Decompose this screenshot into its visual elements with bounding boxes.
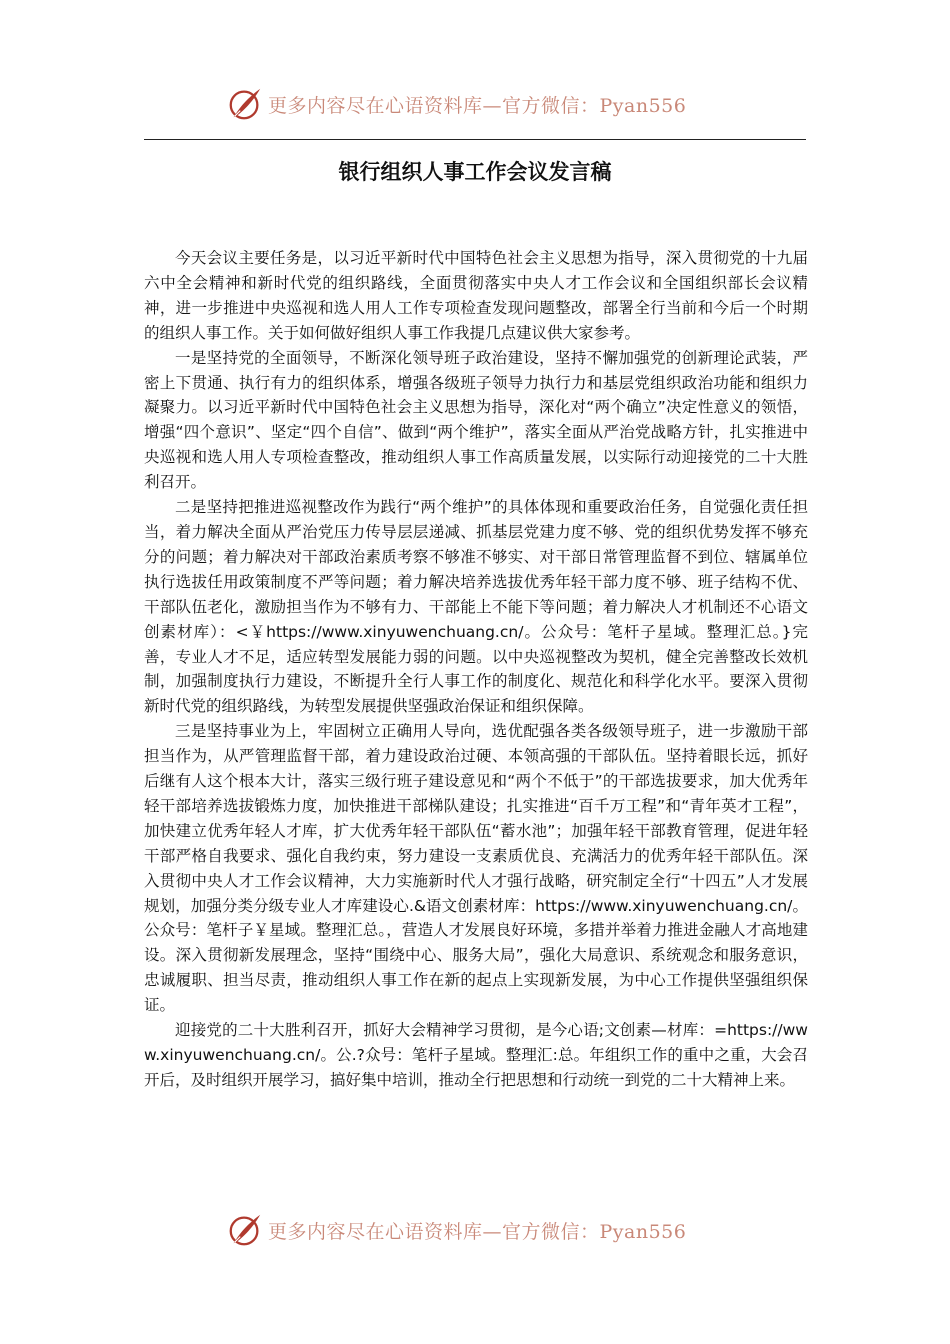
paragraph: 三是坚持事业为上，牢固树立正确用人导向，选优配强各类各级领导班子，进一步激励干部担当作为，从严管理监督干部，着力建设政治过硬、本领高强的干部队伍。坚持着眼长远，抓好后继有人这个根本大计，落实三级行班子建设意见和“两个不低于”的干部选拔要求，加大优秀年轻干部培养选拔锻炼力度，加快推进干部梯队建设；扎实推进“百千万工程”和“青年英才工程”，加快建立优秀年轻人才库，扩大优秀年轻干部队伍“蓄水池”；加强年轻干部教育管理，促进年轻干部严格自我要求、强化自我约束，努力建设一支素质优良、充满活力的优秀年轻干部队伍。深入贯彻中央人才工作会议精神，大力实施新时代人才强行战略，研究制定全行“十四五”人才发展规划，加强分类分级专业人才库建设心.&语文创素材库：https://www.xinyuwenchuang.cn/。公众号：笔杆子￥星域。整理汇总。，营造人才发展良好环境，多措并举着力推进金融人才高地建设。深入贯彻新发展理念，坚持“围绕中心、服务大局”，强化大局意识、系统观念和服务意识，忠诚履职、担当尽责，推动组织人事工作在新的起点上实现新发展，为中心工作提供坚强组织保证。 bbox=[144, 722, 808, 1015]
paragraph: 一是坚持党的全面领导，不断深化领导班子政治建设，坚持不懈加强党的创新理论武装，严密上下贯通、执行有力的组织体系，增强各级班子领导力执行力和基层党组织政治功能和组织力凝聚力。以习近平新时代中国特色社会主义思想为指导，深化对“两个确立”决定性意义的领悟，增强“四个意识”、坚定“四个自信”、做到“两个维护”，落实全面从严治党战略方针，扎实推进中央巡视和选人用人专项检查整改，推动组织人事工作高质量发展，以实际行动迎接党的二十大胜利召开。 bbox=[144, 348, 808, 492]
quill-logo-icon bbox=[226, 85, 264, 123]
footer-banner bbox=[226, 1210, 686, 1250]
quill-logo-icon bbox=[226, 1211, 264, 1249]
document-body bbox=[144, 246, 808, 1093]
paragraph: 今天会议主要任务是，以习近平新时代中国特色社会主义思想为指导，深入贯彻党的十九届六中全会精神和新时代党的组织路线，全面贯彻落实中央人才工作会议和全国组织部长会议精神，进一步推进中央巡视和选人用人工作专项检查发现问题整改，部署全行当前和今后一个时期的组织人事工作。关于如何做好组织人事工作我提几点建议供大家参考。 bbox=[144, 249, 808, 342]
header-banner-text: 更多内容尽在心语资料库—官方微信：Pyan556 bbox=[268, 94, 687, 117]
footer-banner-text: 更多内容尽在心语资料库—官方微信：Pyan556 bbox=[268, 1220, 687, 1243]
header-divider bbox=[144, 139, 806, 140]
paragraph: 二是坚持把推进巡视整改作为践行“两个维护”的具体体现和重要政治任务，自觉强化责任担当，着力解决全面从严治党压力传导层层递减、抓基层党建力度不够、党的组织优势发挥不够充分的问题；着力解决对干部政治素质考察不够准不够实、对干部日常管理监督不到位、辖属单位执行选拔任用政策制度不严等问题；着力解决培养选拔优秀年轻干部力度不够、班子结构不优、干部队伍老化，激励担当作为不够有力、干部能上不能下等问题；着力解决人才机制还不心语文创素材库）：<￥https://www.xinyuwenchuang.cn/。公众号：笔杆子星域。整理汇总。}完善，专业人才不足，适应转型发展能力弱的问题。以中央巡视整改为契机，健全完善整改长效机制，加强制度执行力建设，不断提升全行人事工作的制度化、规范化和科学化水平。要深入贯彻新时代党的组织路线，为转型发展提供坚强政治保证和组织保障。 bbox=[144, 498, 808, 716]
paragraph: 迎接党的二十大胜利召开，抓好大会精神学习贯彻，是今心语;文创素—材库：=https://www.xinyuwenchuang.cn/。公.?众号：笔杆子星域。整理汇:总。年组织工作的重中之重，大会召开后，及时组织开展学习，搞好集中培训，推动全行把思想和行动统一到党的二十大精神上来。 bbox=[144, 1021, 808, 1089]
header-banner bbox=[226, 84, 686, 124]
document-title: 银行组织人事工作会议发言稿 bbox=[338, 160, 612, 184]
